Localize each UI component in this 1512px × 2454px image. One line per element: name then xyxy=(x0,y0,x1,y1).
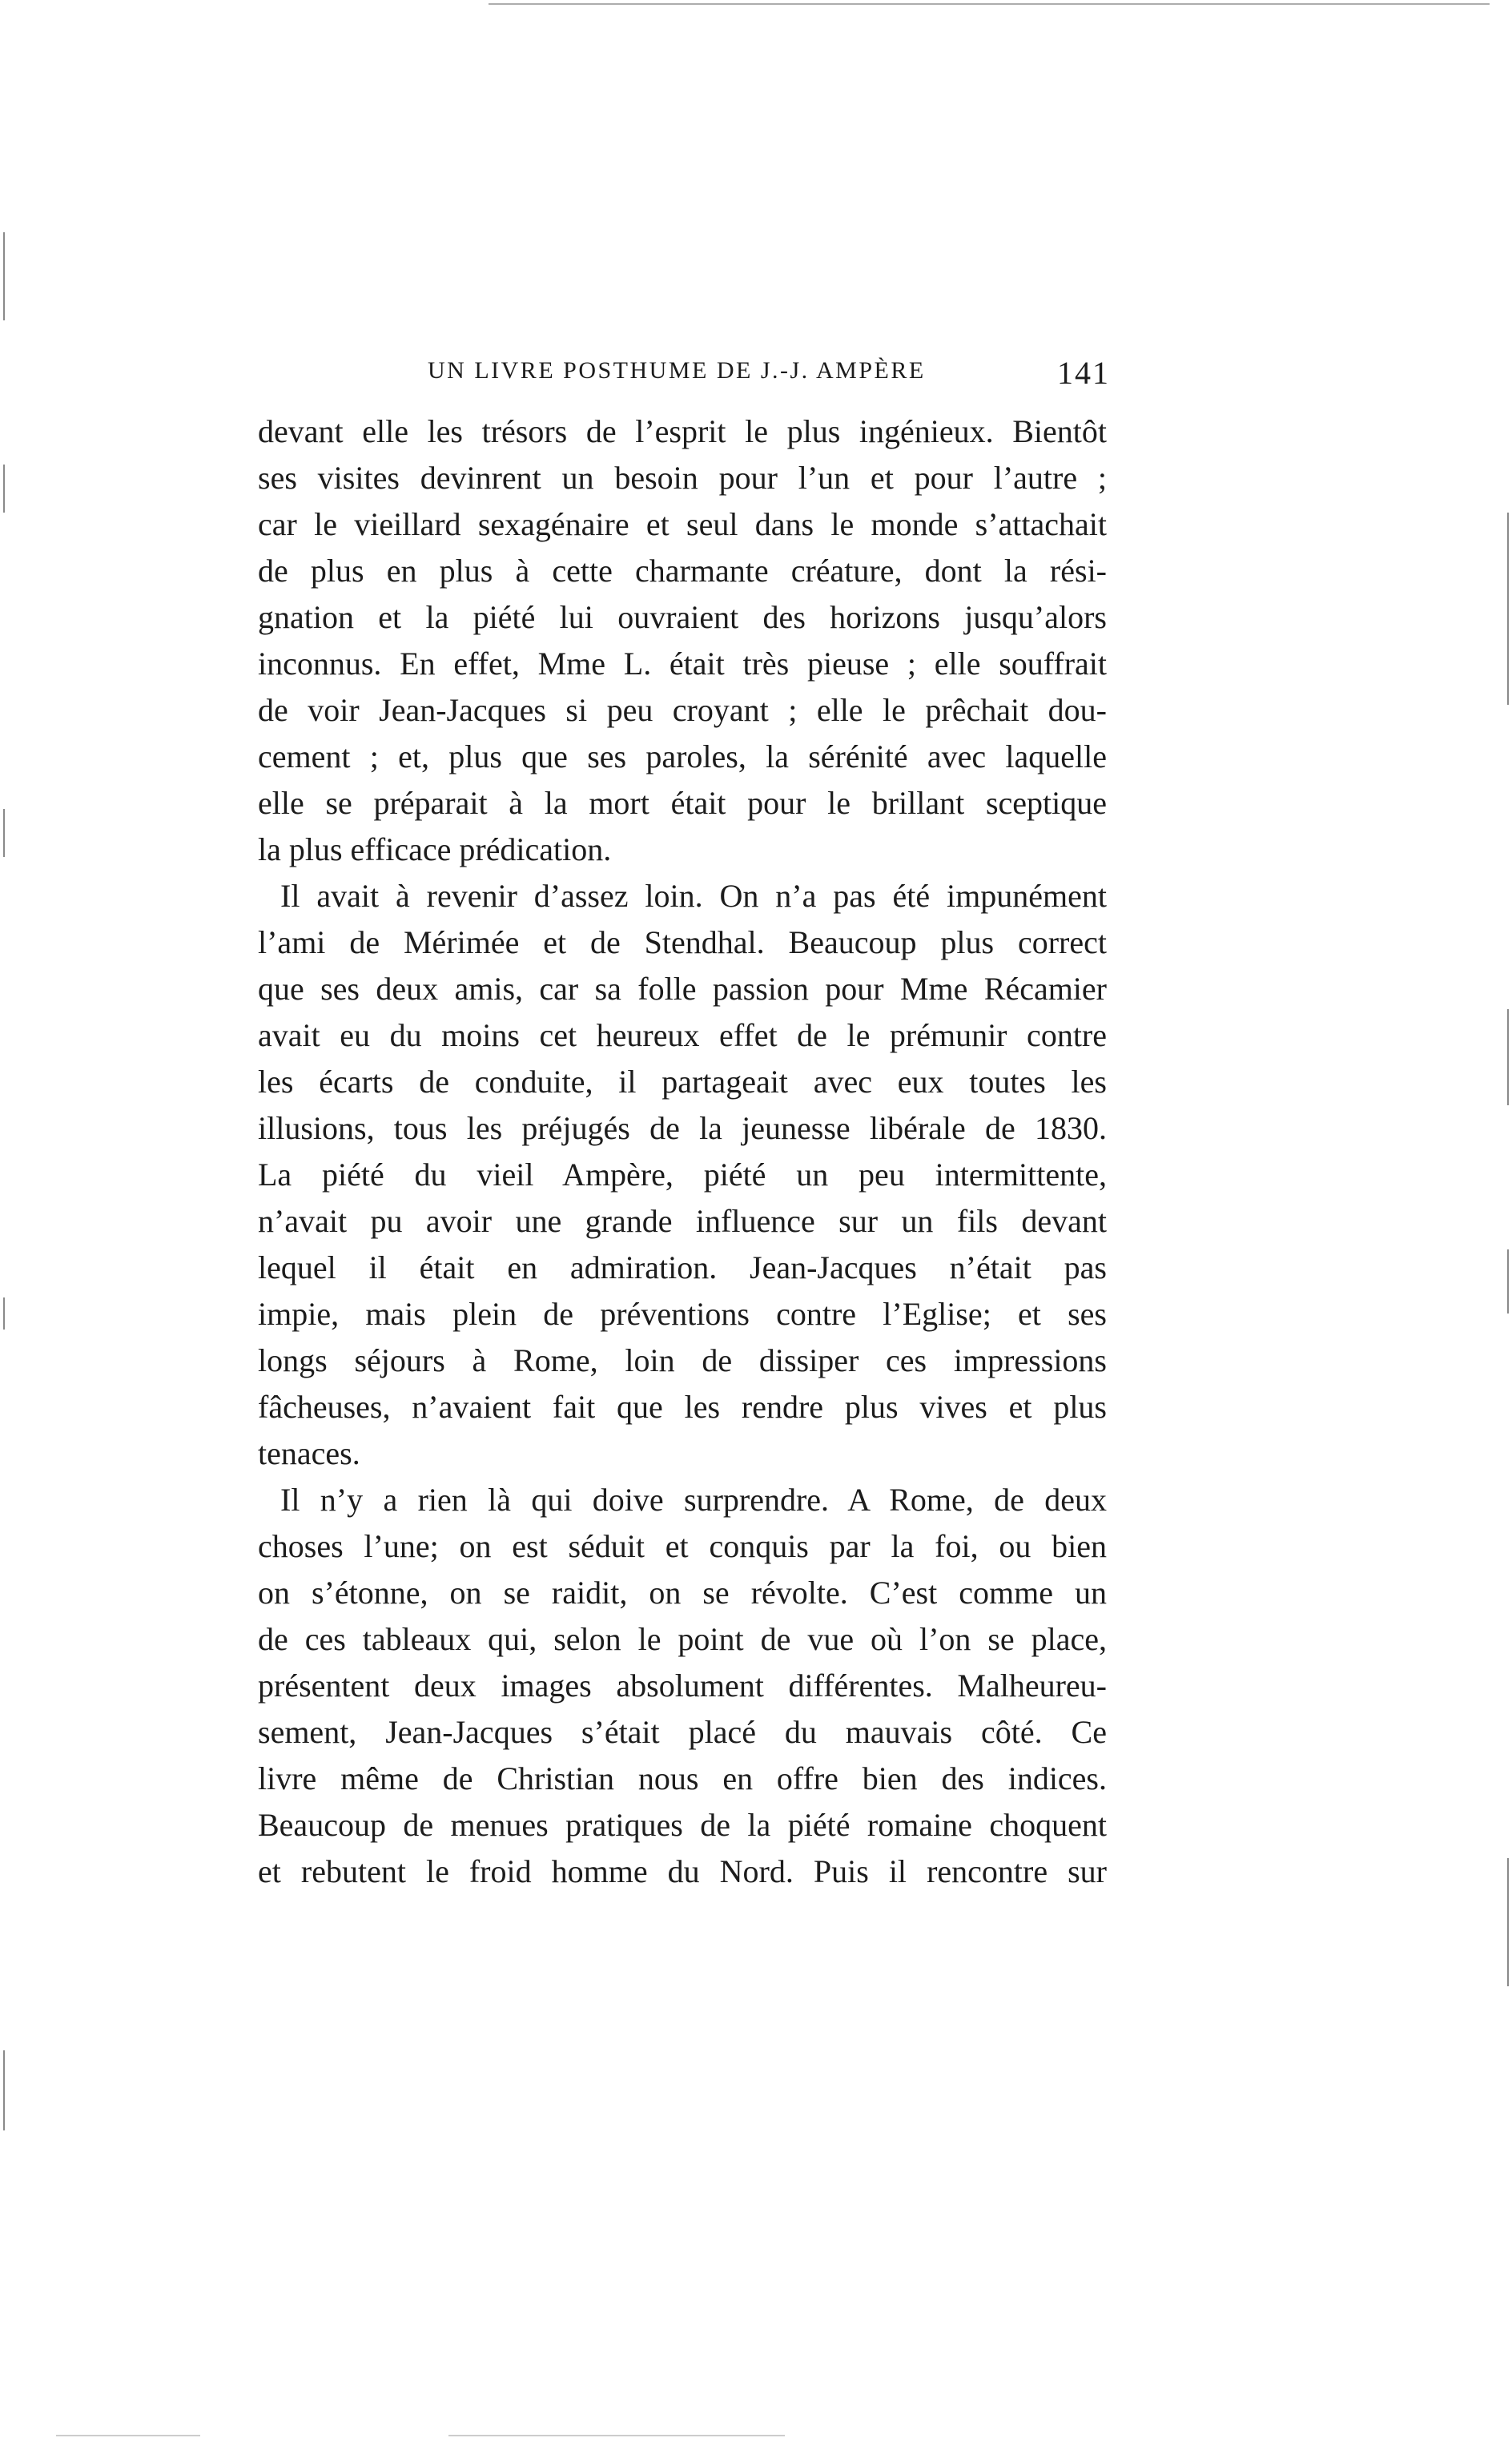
scan-bottom-dash xyxy=(56,2435,200,2436)
text-line: livre même de Christian nous en offre bien des indices. xyxy=(258,1760,1107,1796)
text-line: avait eu du moins cet heureux effet de le prémunir contre xyxy=(258,1017,1107,1053)
scan-left-edge-mark xyxy=(3,232,5,320)
scan-left-edge-mark xyxy=(3,2050,5,2130)
text-line: on s’étonne, on se raidit, on se révolte. C’est comme un xyxy=(258,1575,1107,1611)
text-line: gnation et la piété lui ouvraient des horizons jusqu’alors xyxy=(258,599,1107,635)
text-line: Beaucoup de menues pratiques de la piété romaine choquent xyxy=(258,1807,1107,1843)
text-line: cement ; et, plus que ses paroles, la sérénité avec laquelle xyxy=(258,738,1107,774)
text-line: de ces tableaux qui, selon le point de vue où l’on se place, xyxy=(258,1621,1107,1657)
text-line: inconnus. En effet, Mme L. était très pieuse ; elle souffrait xyxy=(258,646,1107,682)
text-line: et rebutent le froid homme du Nord. Puis il rencontre sur xyxy=(258,1853,1107,1889)
text-line: n’avait pu avoir une grande influence sur un fils devant xyxy=(258,1203,1107,1239)
text-line: ses visites devinrent un besoin pour l’un et pour l’autre ; xyxy=(258,460,1107,496)
text-line: elle se préparait à la mort était pour le brillant sceptique xyxy=(258,785,1107,821)
scan-bottom-dash xyxy=(448,2435,785,2436)
text-line: présentent deux images absolument différentes. Malheureu- xyxy=(258,1668,1107,1704)
text-line: la plus efficace prédication. xyxy=(258,831,612,867)
text-line: Il avait à revenir d’assez loin. On n’a pas été impunément xyxy=(280,878,1107,914)
scan-right-edge-mark xyxy=(1507,1249,1509,1313)
scan-right-edge-mark xyxy=(1507,513,1509,705)
text-line: tenaces. xyxy=(258,1435,360,1471)
running-head xyxy=(261,357,1110,397)
text-line: La piété du vieil Ampère, piété un peu intermittente, xyxy=(258,1157,1107,1193)
text-line: l’ami de Mérimée et de Stendhal. Beaucoup plus correct xyxy=(258,924,1107,960)
text-line: de voir Jean-Jacques si peu croyant ; elle le prêchait dou- xyxy=(258,692,1107,728)
text-line: Il n’y a rien là qui doive surprendre. A Rome, de deux xyxy=(280,1482,1107,1518)
page-number: 141 xyxy=(1057,355,1110,391)
scan-top-rule xyxy=(489,3,1490,5)
text-line: choses l’une; on est séduit et conquis par la foi, ou bien xyxy=(258,1528,1107,1564)
text-line: fâcheuses, n’avaient fait que les rendre plus vives et plus xyxy=(258,1389,1107,1425)
scan-left-edge-mark xyxy=(3,465,5,513)
text-line: les écarts de conduite, il partageait avec eux toutes les xyxy=(258,1064,1107,1100)
text-line: illusions, tous les préjugés de la jeunesse libérale de 1830. xyxy=(258,1110,1107,1146)
text-line: devant elle les trésors de l’esprit le plus ingénieux. Bientôt xyxy=(258,413,1107,449)
body-text xyxy=(258,408,1107,1895)
scan-right-edge-mark xyxy=(1507,1858,1509,1986)
text-line: longs séjours à Rome, loin de dissiper ces impressions xyxy=(258,1342,1107,1378)
scan-left-edge-mark xyxy=(3,1297,5,1330)
text-line: que ses deux amis, car sa folle passion pour Mme Récamier xyxy=(258,971,1107,1007)
text-line: de plus en plus à cette charmante créature, dont la rési- xyxy=(258,553,1107,589)
text-line: impie, mais plein de préventions contre l’Eglise; et ses xyxy=(258,1296,1107,1332)
running-title: UN LIVRE POSTHUME DE J.-J. AMPÈRE xyxy=(428,357,926,384)
text-line: sement, Jean-Jacques s’était placé du mauvais côté. Ce xyxy=(258,1714,1107,1750)
scan-left-edge-mark xyxy=(3,809,5,857)
text-line: car le vieillard sexagénaire et seul dans le monde s’attachait xyxy=(258,506,1107,542)
text-line: lequel il était en admiration. Jean-Jacques n’était pas xyxy=(258,1249,1107,1285)
scan-right-edge-mark xyxy=(1507,1009,1509,1105)
